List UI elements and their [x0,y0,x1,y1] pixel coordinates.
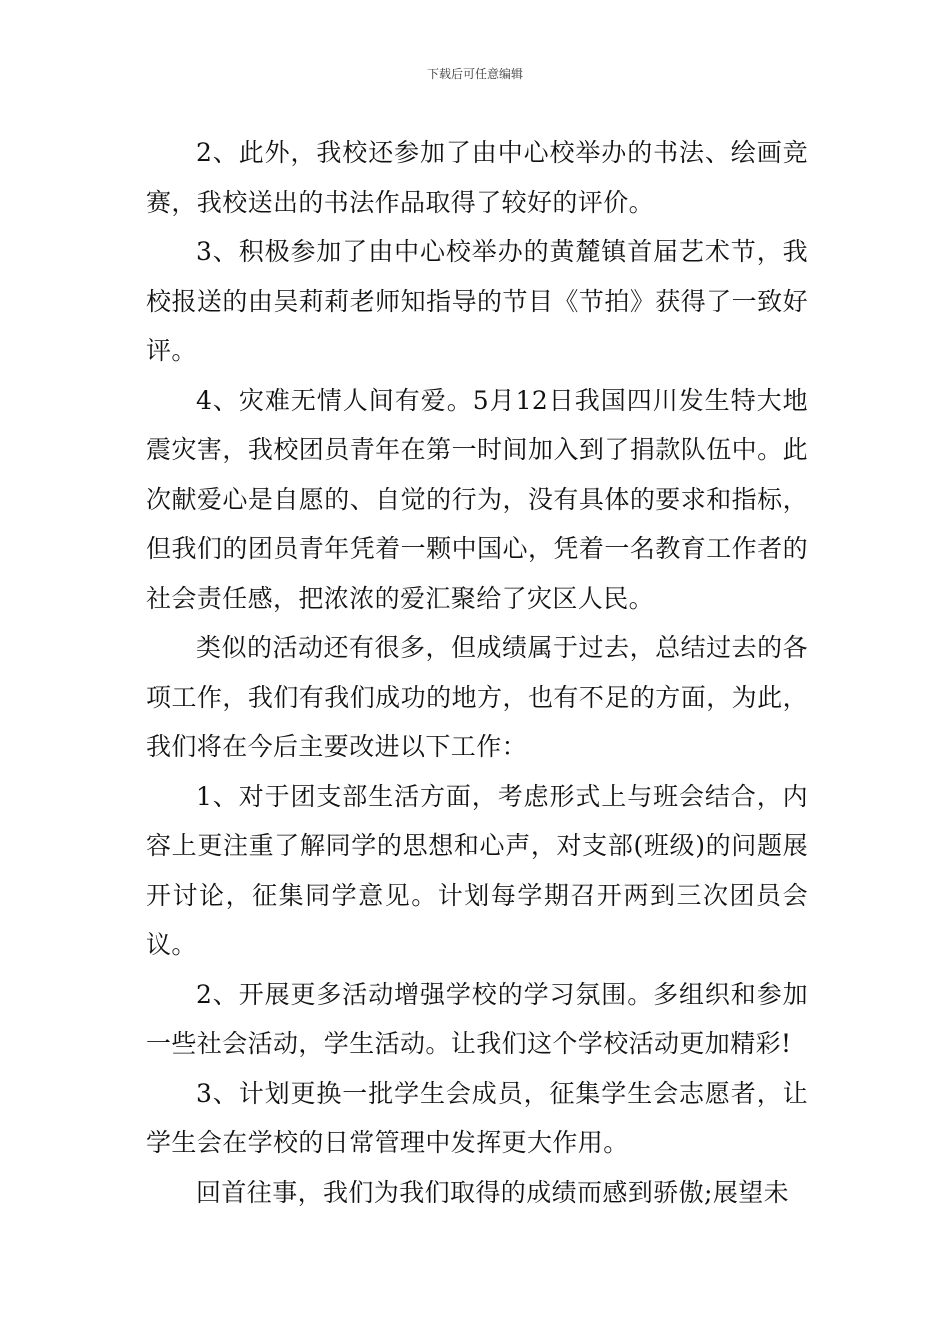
paragraph-2: 3、积极参加了由中心校举办的黄麓镇首届艺术节，我校报送的由吴莉莉老师知指导的节目《节拍》获得了一致好评。 [146,237,808,365]
page-header-note: 下载后可任意编辑 [426,67,523,81]
paragraph-7: 3、计划更换一批学生会成员，征集学生会志愿者，让学生会在学校的日常管理中发挥更大作用。 [146,1078,808,1157]
paragraph-6: 2、开展更多活动增强学校的学习氛围。多组织和参加一些社会活动，学生活动。让我们这个学校活动更加精彩! [146,979,808,1058]
document-body [146,128,808,1217]
paragraph-3: 4、灾难无情人间有爱。5月12日我国四川发生特大地震灾害，我校团员青年在第一时间加入到了捐款队伍中。此次献爱心是自愿的、自觉的行为，没有具体的要求和指标，但我们的团员青年凭着一颗中国心，凭着一名教育工作者的社会责任感，把浓浓的爱汇聚给了灾区人民。 [146,385,808,613]
paragraph-4: 类似的活动还有很多，但成绩属于过去，总结过去的各项工作，我们有我们成功的地方，也有不足的方面，为此，我们将在今后主要改进以下工作： [146,633,808,761]
paragraph-8: 回首往事，我们为我们取得的成绩而感到骄傲;展望未 [196,1177,790,1207]
paragraph-1: 2、此外，我校还参加了由中心校举办的书法、绘画竞赛，我校送出的书法作品取得了较好的评价。 [146,138,808,217]
paragraph-5: 1、对于团支部生活方面，考虑形式上与班会结合，内容上更注重了解同学的思想和心声，对支部(班级)的问题展开讨论，征集同学意见。计划每学期召开两到三次团员会议。 [146,781,808,959]
